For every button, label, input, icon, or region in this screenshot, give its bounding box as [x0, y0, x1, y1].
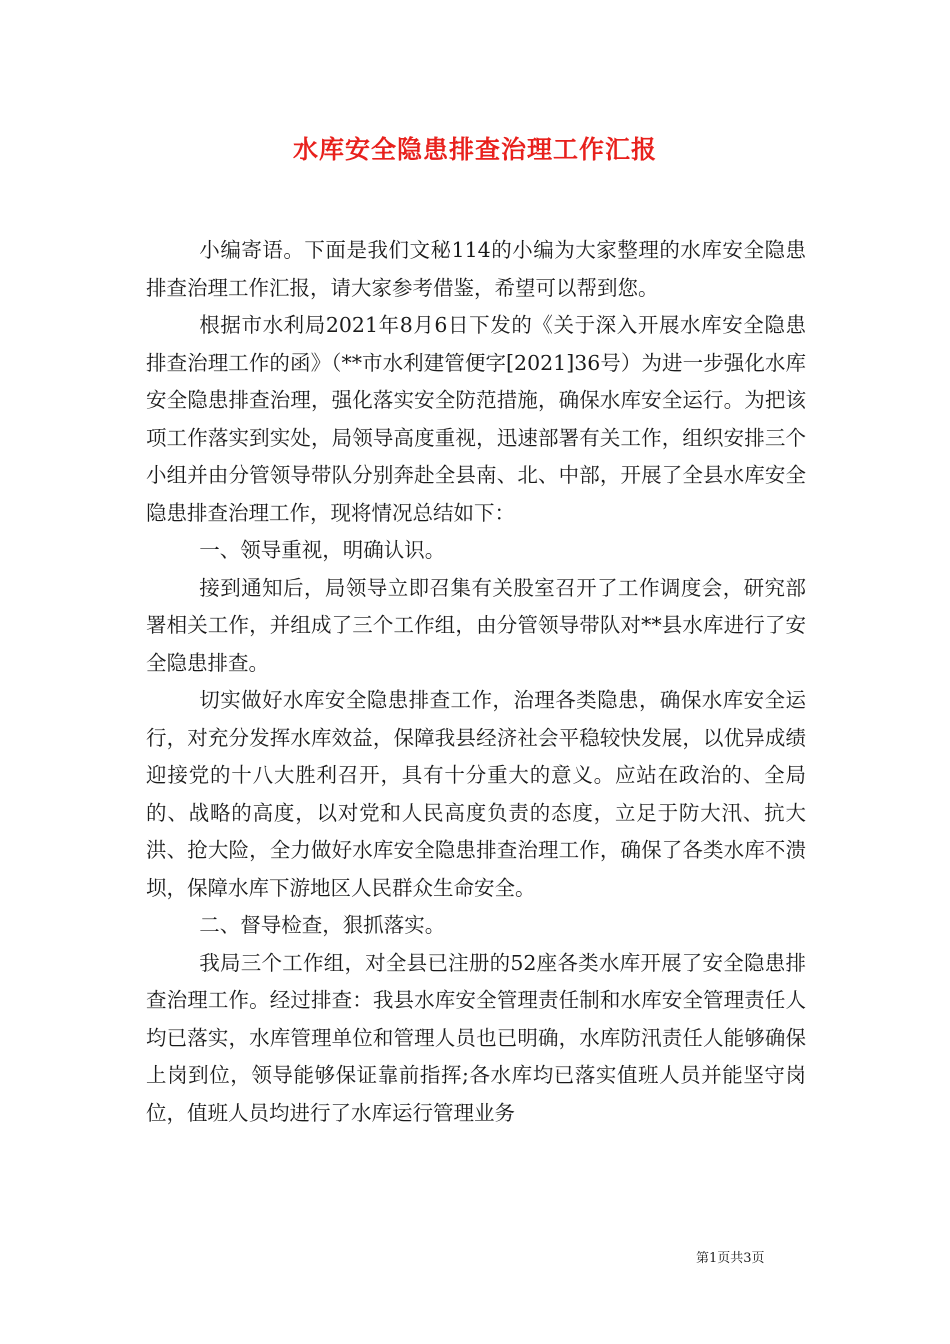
background-paragraph: 根据市水利局2021年8月6日下发的《关于深入开展水库安全隐患排查治理工作的函》（**市水利建管便字[2021]36号）为进一步强化水库安全隐患排查治理，强化落实安全防范措施，确保水库安全运行。为把该项工作落实到实处，局领导高度重视，迅速部署有关工作，组织安排三个小组并由分管领导带队分别奔赴全县南、北、中部，开展了全县水库安全隐患排查治理工作，现将情况总结如下：	[146, 313, 806, 525]
section-heading-2: 二、督导检查，狠抓落实。	[199, 913, 446, 937]
intro-paragraph: 小编寄语。下面是我们文秘114的小编为大家整理的水库安全隐患排查治理工作汇报，请大家参考借鉴，希望可以帮到您。	[146, 238, 806, 300]
document-title: 水库安全隐患排查治理工作汇报	[292, 135, 657, 164]
page-number-footer: 第1页共3页	[696, 1251, 765, 1266]
document-body	[146, 232, 806, 1132]
section-1-paragraph-2: 切实做好水库安全隐患排查工作，治理各类隐患，确保水库安全运行，对充分发挥水库效益，保障我县经济社会平稳较快发展，以优异成绩迎接党的十八大胜利召开，具有十分重大的意义。应站在政治的、全局的、战略的高度，以对党和人民高度负责的态度，立足于防大汛、抗大洪、抢大险，全力做好水库安全隐患排查治理工作，确保了各类水库不溃坝，保障水库下游地区人民群众生命安全。	[146, 688, 806, 900]
section-1-paragraph-1: 接到通知后，局领导立即召集有关股室召开了工作调度会，研究部署相关工作，并组成了三个工作组，由分管领导带队对**县水库进行了安全隐患排查。	[146, 575, 806, 675]
section-heading-1: 一、领导重视，明确认识。	[199, 538, 446, 562]
section-2-paragraph-1: 我局三个工作组，对全县已注册的52座各类水库开展了安全隐患排查治理工作。经过排查：我县水库安全管理责任制和水库安全管理责任人均已落实，水库管理单位和管理人员也已明确，水库防汛责任人能够确保上岗到位，领导能够保证靠前指挥;各水库均已落实值班人员并能坚守岗位，值班人员均进行了水库运行管理业务	[146, 950, 806, 1125]
